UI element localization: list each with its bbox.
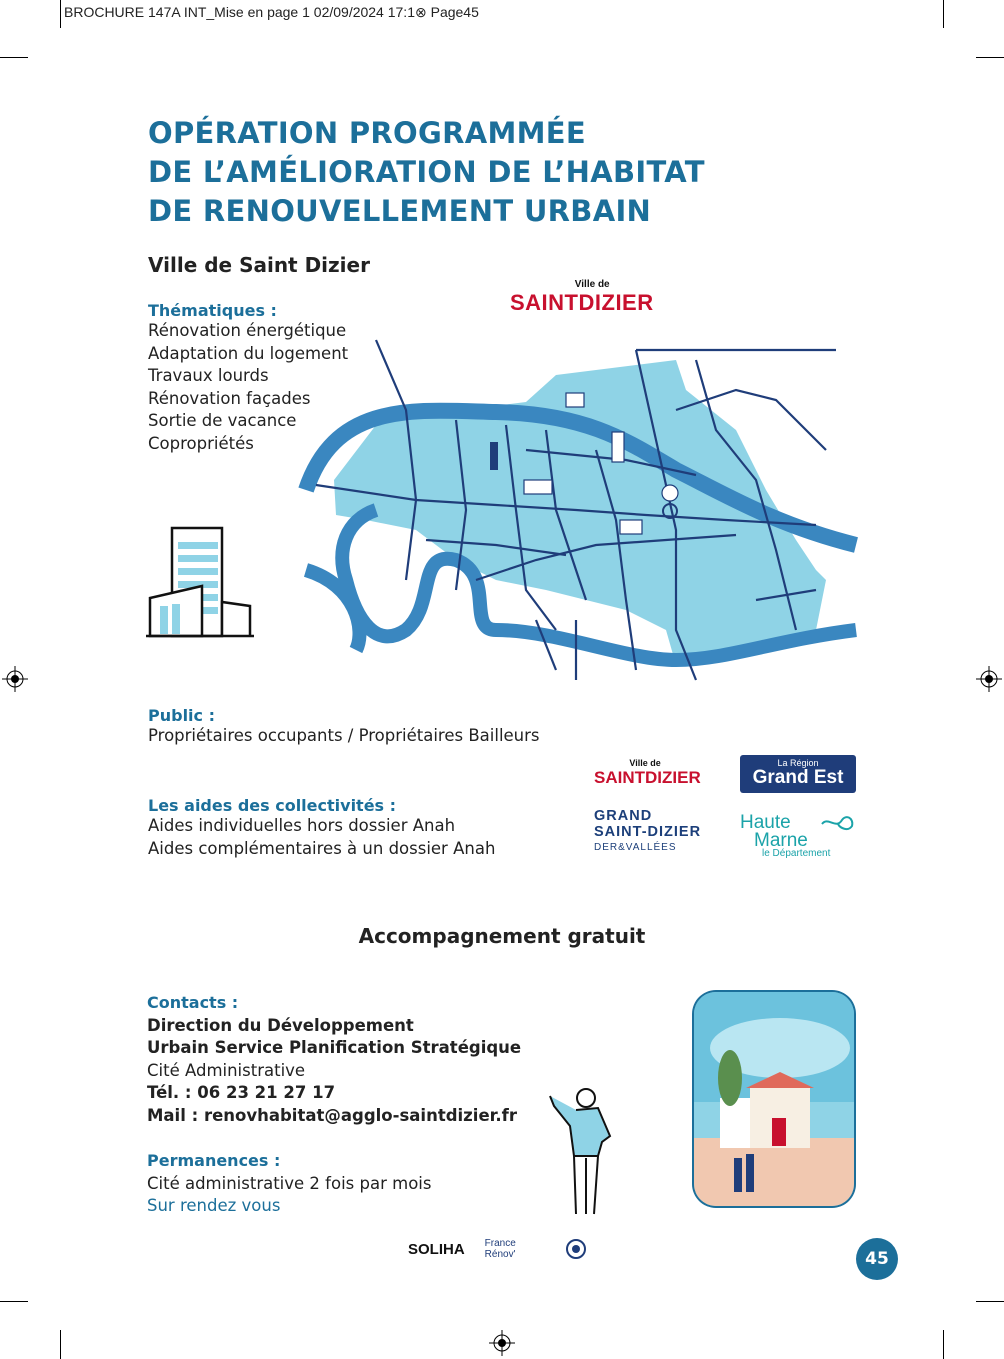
title-line: OPÉRATION PROGRAMMÉE — [148, 116, 586, 150]
public-section — [148, 706, 540, 748]
contacts-section — [147, 992, 521, 1127]
contact-address: Cité Administrative — [147, 1060, 306, 1080]
crop-mark — [943, 1330, 944, 1359]
contact-line: Direction du Développement — [147, 1015, 414, 1035]
list-item: Sortie de vacance — [148, 411, 297, 430]
footer-logos — [408, 1238, 587, 1260]
list-item: Adaptation du logement — [148, 343, 349, 363]
public-text: Propriétaires occupants / Propriétaires Bailleurs — [148, 726, 540, 745]
city-name: Ville de Saint Dizier — [148, 253, 370, 277]
list-item: Aides individuelles hors dossier Anah — [148, 816, 456, 835]
contact-email[interactable]: Mail : renovhabitat@agglo-saintdizier.fr — [147, 1105, 518, 1125]
list-item: Travaux lourds — [148, 366, 269, 385]
crop-mark — [976, 57, 1004, 58]
france-renov-logo: France Rénov' — [484, 1238, 516, 1260]
contact-phone[interactable]: Tél. : 06 23 21 27 17 — [147, 1083, 336, 1102]
section-label: Public : — [148, 706, 215, 725]
grand-est-logo: La Région Grand Est — [740, 755, 856, 793]
grand-saint-dizier-logo: GRAND SAINT-DIZIER DER&VALLÉES — [594, 808, 702, 853]
crop-mark — [60, 0, 61, 28]
crop-mark — [60, 1330, 61, 1359]
appointment-link[interactable]: Sur rendez vous — [147, 1196, 281, 1215]
anah-seal-icon — [565, 1238, 587, 1260]
title-line: DE L’AMÉLIORATION DE L’HABITAT — [148, 155, 705, 189]
crop-mark — [976, 1301, 1004, 1302]
renovation-poster-illustration — [690, 988, 858, 1210]
aides-section — [148, 796, 495, 860]
building-illustration-icon — [146, 522, 256, 642]
list-item: Aides complémentaires à un dossier Anah — [148, 838, 496, 858]
registration-mark-icon — [976, 666, 1002, 692]
section-label: Contacts : — [147, 993, 239, 1012]
registration-mark-icon — [2, 666, 28, 692]
print-slug: BROCHURE 147A INT_Mise en page 1 02/09/2024 17:1⊗ Page45 — [64, 4, 479, 20]
list-item: Rénovation énergétique — [148, 321, 347, 340]
section-label: Permanences : — [147, 1151, 281, 1170]
permanences-text: Cité administrative 2 fois par mois — [147, 1173, 432, 1193]
contact-line: Urbain Service Planification Stratégique — [147, 1038, 522, 1057]
haute-marne-logo: Haute Marne le Département — [740, 812, 831, 859]
section-label: Thématiques : — [148, 301, 277, 320]
permanences-section — [147, 1150, 431, 1218]
page-number: 45 — [856, 1238, 898, 1280]
soliha-logo: SOLIHA — [408, 1240, 465, 1258]
list-item: Copropriétés — [148, 433, 254, 453]
crop-mark — [0, 1301, 28, 1302]
crop-mark — [0, 57, 28, 58]
city-map-illustration — [296, 330, 858, 700]
page-title — [148, 114, 705, 231]
list-item: Rénovation façades — [148, 388, 311, 408]
haute-marne-bird-icon — [818, 812, 858, 836]
saint-dizier-logo: Ville de SAINTDIZIER — [594, 758, 701, 787]
accompagnement-heading: Accompagnement gratuit — [358, 924, 646, 948]
registration-mark-icon — [489, 1330, 515, 1356]
person-pointing-illustration — [546, 1086, 626, 1216]
crop-mark — [943, 0, 944, 28]
section-label: Les aides des collectivités : — [148, 796, 397, 815]
title-line: DE RENOUVELLEMENT URBAIN — [148, 194, 652, 228]
saint-dizier-logo: Ville de SAINTDIZIER — [510, 279, 654, 315]
